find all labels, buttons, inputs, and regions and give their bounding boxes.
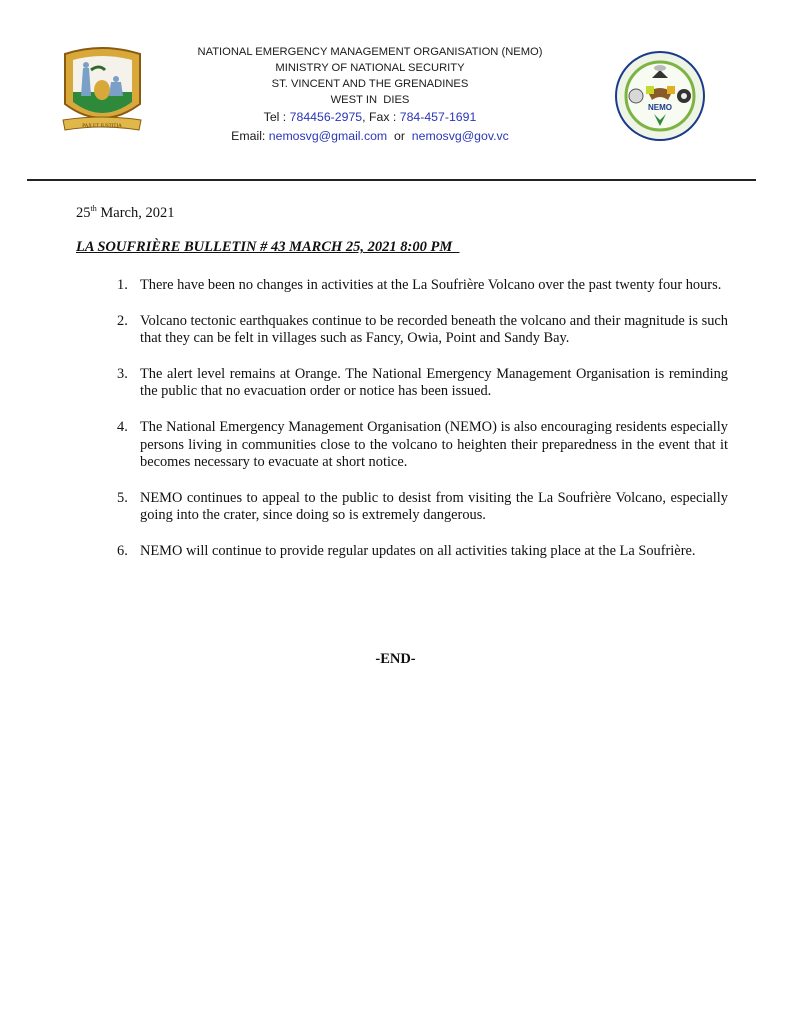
nemo-logo [612,48,708,144]
email-line [180,127,560,146]
list-item [117,277,728,295]
item-number: 5. [117,489,128,506]
list-item [117,543,728,561]
letterhead [180,44,560,146]
item-text: NEMO continues to appeal to the public to desist from visiting the La Soufrière Volcano, especially going into the crater, since doing so is extremely dangerous. [140,489,728,524]
coat-of-arms-logo [55,44,150,140]
item-number: 6. [117,542,128,559]
list-item [117,419,728,472]
ministry-name: MINISTRY OF NATIONAL SECURITY [275,62,465,74]
email-link-gov[interactable]: nemosvg@gov.vc [411,129,509,143]
region-name: WEST IN DIES [330,94,410,106]
end-marker: -END- [375,651,416,667]
date-suffix: th [90,204,97,213]
bulletin-items [117,277,728,579]
item-text: NEMO will continue to provide regular updates on all activities taking place at the La Soufrière. [140,542,696,559]
list-item [117,366,728,401]
email-label: Email: [231,129,269,143]
date-rest: March, 2021 [96,205,175,221]
fax-number: 784-457-1691 [399,110,477,124]
country-name: ST. VINCENT AND THE GRENADINES [271,78,469,90]
list-item [117,490,728,525]
tel-number: 784456-2975 [289,110,363,124]
tel-label: Tel : [263,110,290,124]
item-text: The alert level remains at Orange. The National Emergency Management Organisation is reminding the public that no evacuation order or notice has been issued. [140,365,728,400]
nemo-logo-text: NEMO [648,103,672,112]
item-number: 1. [117,277,128,293]
item-text: The National Emergency Management Organisation (NEMO) is also encouraging residents especially persons living in communities close to the volcano to heighten their preparedness in the event that it becomes necessary to evacuate at short notice. [140,418,728,471]
phone-line [180,108,560,127]
item-number: 2. [117,312,128,329]
item-number: 3. [117,365,128,382]
email-link-gmail[interactable]: nemosvg@gmail.com [268,129,388,143]
org-name: NATIONAL EMERGENCY MANAGEMENT ORGANISATION (NEMO) [197,46,543,58]
list-item [117,313,728,348]
item-number: 4. [117,418,128,435]
bulletin-title: LA SOUFRIÈRE BULLETIN # 43 MARCH 25, 2021 8:00 PM [76,239,460,255]
header-divider [27,179,756,181]
document-date [76,204,174,222]
fax-label: , Fax : [362,110,400,124]
item-text: There have been no changes in activities at the La Soufrière Volcano over the past twenty four hours. [140,277,722,293]
email-or: or [387,129,412,143]
item-text: Volcano tectonic earthquakes continue to be recorded beneath the volcano and their magnitude is such that they can be felt in villages such as Fancy, Owia, Point and Sandy Bay. [140,312,728,347]
svg-text:PAX ET JUSTITIA: PAX ET JUSTITIA [82,124,122,129]
date-day: 25 [76,205,91,221]
